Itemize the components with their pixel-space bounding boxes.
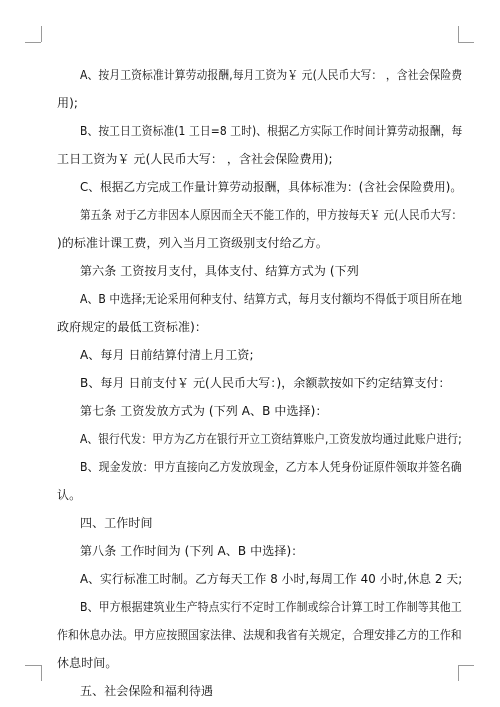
text-line: 休息时间。 xyxy=(57,656,118,670)
text-line: A、银行代发：甲方为乙方在银行开立工资结算账户,工资发放均通过此账户进行; xyxy=(80,432,462,446)
text-line: B、甲方根据建筑业生产特点实行不定时工作制或综合计算工时工作制等其他工 xyxy=(80,600,462,614)
text-line: B、按工日工资标准(1 工日=8 工时)、根据乙方实际工作时间计算劳动报酬，每 xyxy=(80,124,463,138)
text-line: A、实行标准工时制。乙方每天工作 8 小时,每周工作 40 小时,休息 2 天; xyxy=(80,572,463,586)
text-line: C、根据乙方完成工作量计算劳动报酬，具体标准为：(含社会保险费用)。 xyxy=(80,180,463,194)
text-line: A、每月 日前结算付清上月工资; xyxy=(80,348,254,362)
text-line: 第六条 工资按月支付，具体支付、结算方式为 (下列 xyxy=(80,264,359,278)
text-line: B、现金发放：甲方直接向乙方发放现金，乙方本人凭身份证原件领取并签名确 xyxy=(80,460,462,474)
text-line: 政府规定的最低工资标准)： xyxy=(57,320,207,334)
text-line: )的标准计课工费，列入当月工资级别支付给乙方。 xyxy=(57,236,328,250)
text-line: B、每月 日前支付￥ 元(人民币大写：)，余额款按如下约定结算支付： xyxy=(80,376,451,390)
text-line: 认。 xyxy=(57,488,82,502)
text-line: 作和休息办法。甲方应按照国家法律、法规和我省有关规定，合理安排乙方的工作和 xyxy=(57,628,462,642)
text-line: 用); xyxy=(57,96,79,110)
section-heading: 五、社会保险和福利待遇 xyxy=(80,684,214,698)
text-line: 第五条 对于乙方非因本人原因而全天不能工作的，甲方按每天￥ 元(人民币大写： xyxy=(80,208,463,222)
text-line: 第八条 工作时间为 (下列 A、B 中选择)： xyxy=(80,544,304,558)
text-line: 第七条 工资发放方式为 (下列 A、B 中选择)： xyxy=(80,404,328,418)
text-line: A、B 中选择;无论采用何种支付、结算方式，每月支付额均不得低于项目所在地 xyxy=(80,292,463,306)
text-line: 工日工资为￥ 元(人民币大写： ，含社会保险费用); xyxy=(57,152,333,166)
section-heading: 四、工作时间 xyxy=(80,516,153,530)
text-line: A、按月工资标准计算劳动报酬,每月工资为￥ 元(人民币大写： ，含社会保险费 xyxy=(80,68,463,82)
